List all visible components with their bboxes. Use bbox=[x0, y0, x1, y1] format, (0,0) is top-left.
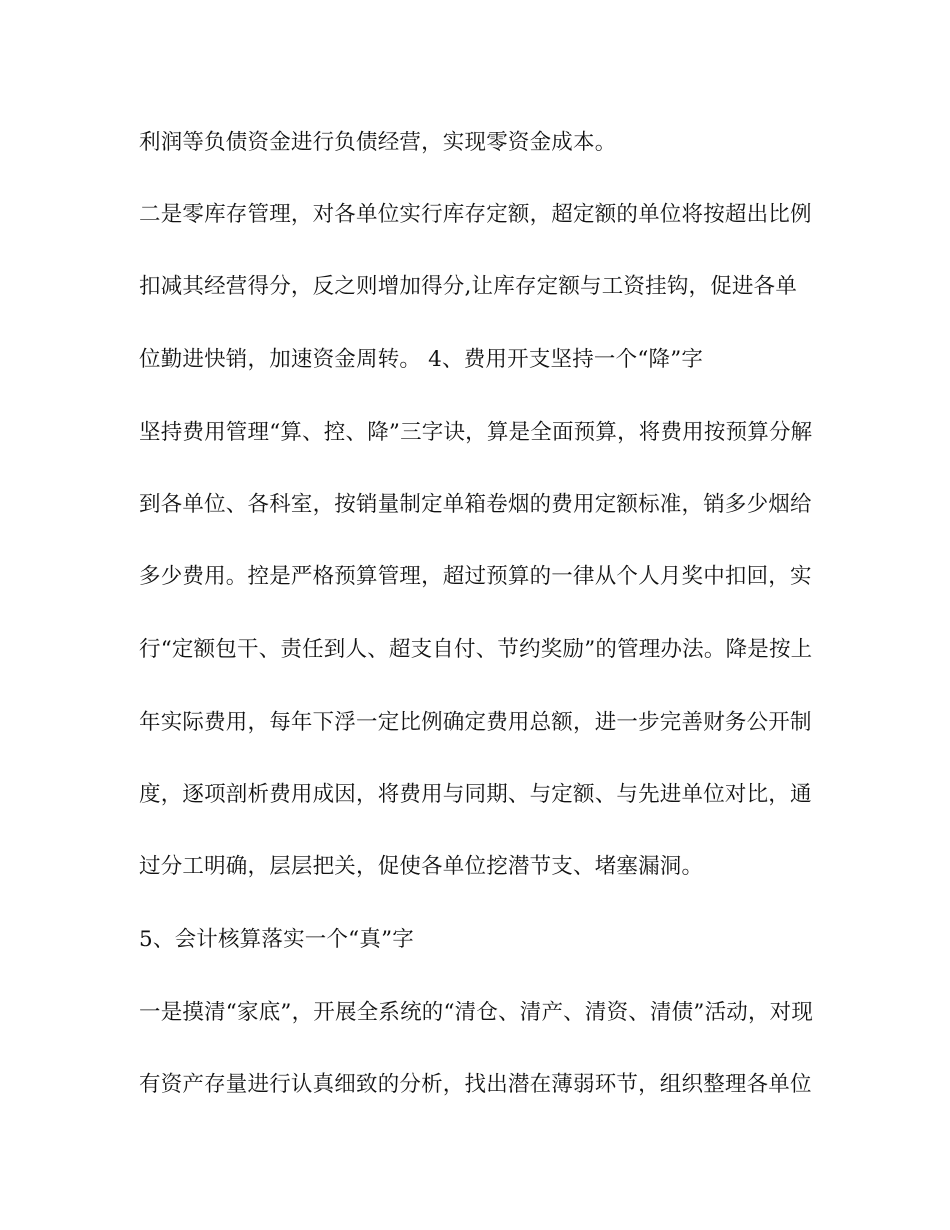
text-line-12: 5、会计核算落实一个“真”字 bbox=[139, 927, 414, 952]
text-line-7: 多少费用。控是严格预算管理，超过预算的一律从个人月奖中扣回，实 bbox=[139, 564, 812, 589]
text-line-14: 有资产存量进行认真细致的分析，找出潜在薄弱环节，组织整理各单位 bbox=[139, 1072, 812, 1097]
text-line-3: 扣减其经营得分，反之则增加得分,让库存定额与工资挂钩，促进各单 bbox=[139, 274, 798, 299]
text-line-9: 年实际费用，每年下浮一定比例确定费用总额，进一步完善财务公开制 bbox=[139, 710, 812, 735]
text-line-4: 位勤进快销，加速资金周转。 4、费用开支坚持一个“降”字 bbox=[139, 347, 704, 372]
text-line-10: 度，逐项剖析费用成因，将费用与同期、与定额、与先进单位对比，通 bbox=[139, 782, 812, 807]
text-line-2: 二是零库存管理，对各单位实行库存定额，超定额的单位将按超出比例 bbox=[139, 202, 812, 227]
text-line-5: 坚持费用管理“算、控、降”三字诀，算是全面预算，将费用按预算分解 bbox=[139, 420, 813, 445]
text-line-8: 行“定额包干、责任到人、超支自付、节约奖励”的管理办法。降是按上 bbox=[139, 637, 813, 662]
text-line-11: 过分工明确，层层把关，促使各单位挖潜节支、堵塞漏洞。 bbox=[139, 854, 704, 879]
text-line-1: 利润等负债资金进行负债经营，实现零资金成本。 bbox=[139, 130, 617, 155]
text-line-6: 到各单位、各科室，按销量制定单箱卷烟的费用定额标准，销多少烟给 bbox=[139, 492, 812, 517]
text-line-13: 一是摸清“家底”，开展全系统的“清仓、清产、清资、清债”活动，对现 bbox=[139, 1000, 814, 1025]
